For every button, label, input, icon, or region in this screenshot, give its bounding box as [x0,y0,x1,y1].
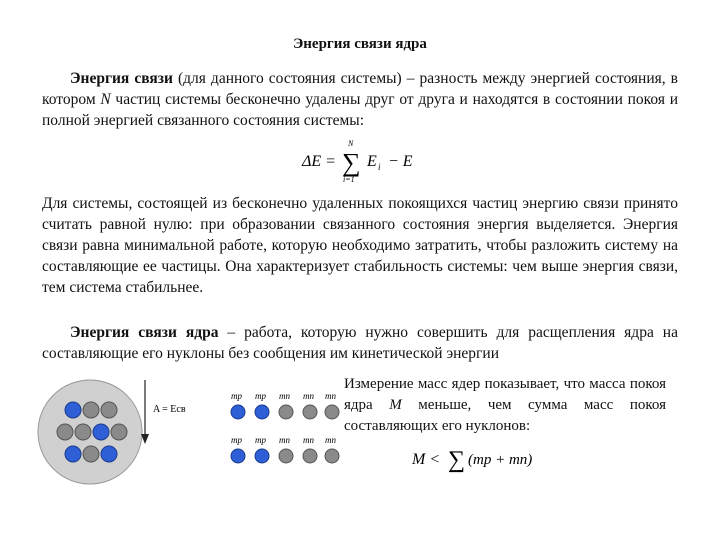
nuclear-definition-text: – работа, которую нужно совершить для расщепления ядра на составляющие его нуклоны без сообщения им кинетической энергии [42,324,678,362]
formula1-lhs: ΔE = [302,153,336,170]
split-arrow-head [141,434,149,444]
free-proton [231,405,245,419]
explanation-paragraph: Для системы, состоящей из бесконечно удаленных покоящихся частиц энергию связи принято считать равной нулю: при образовании связанного состояния энергия выделяется. Энергия связи равна минимальной работе, которую необходимо затратить, чтобы разложить систему на составляющие ее частицы. Она характеризует стабильность системы: чем выше энергия связи, тем система стабильнее. [42,195,678,296]
nucleus-neutron [75,424,91,440]
label-mn: mn [279,435,290,445]
formula1-term: E [367,153,377,170]
formula1-sigma: ∑ [342,148,361,177]
free-neutron [303,449,317,463]
label-mn: mn [279,391,290,401]
free-neutron [303,405,317,419]
nucleus-neutron [57,424,73,440]
label-mn: mn [303,435,314,445]
free-proton [255,405,269,419]
formula1-sum-upper: N [348,139,354,148]
nucleus-proton [65,446,81,462]
free-neutron [325,405,339,419]
nucleus-proton [101,446,117,462]
free-neutron [279,449,293,463]
label-mp: mp [255,391,266,401]
mass-defect-formula [410,440,560,474]
free-proton [255,449,269,463]
free-nucleons-row-1 [231,391,339,419]
formula1-minus-E: − E [388,153,413,170]
label-mp: mp [231,391,242,401]
definition-text-1: (для данного состояния системы) – разность между энергией состояния, в котором [42,70,679,108]
nucleus-neutron [111,424,127,440]
formula2-sigma: ∑ [448,447,466,473]
symbol-N: N [100,91,111,108]
mass-text-1: Измерение масс ядер показывает, что масса покоя ядра [344,376,666,413]
label-mn: mn [303,391,314,401]
nucleus-proton [93,424,109,440]
mass-defect-paragraph [344,374,666,437]
free-neutron [325,449,339,463]
label-mp: mp [255,435,266,445]
label-mn: mn [325,435,336,445]
arrow-label: A = Eсв [153,404,186,415]
symbol-M: M [389,397,402,413]
mass-text-2: меньше, чем сумма масс покоя составляющих его нуклонов: [344,397,666,434]
definition-paragraph [42,68,678,131]
nuclear-definition-paragraph [42,322,678,364]
definition-text-2: частиц системы бесконечно удалены друг от друга и находятся в состоянии покоя и полной энергией связанного состояния системы: [42,91,679,129]
nucleus-neutron [83,402,99,418]
free-nucleons-row-2 [231,435,339,463]
formula1-sum-lower: i=1 [343,175,355,184]
page-title: Энергия связи ядра [293,36,427,52]
binding-energy-formula [300,134,430,184]
label-mn: mn [325,391,336,401]
term-binding-energy: Энергия связи [70,70,173,87]
formula2-lhs: M < [412,451,441,468]
label-mp: mp [231,435,242,445]
formula2-body: (mp + mn) [468,452,533,468]
free-neutron [279,405,293,419]
nucleus-neutron [83,446,99,462]
free-proton [231,449,245,463]
formula1-term-sub: i [378,162,381,172]
nucleus-neutron [101,402,117,418]
nucleus-proton [65,402,81,418]
term-nuclear-binding-energy: Энергия связи ядра [70,324,219,341]
nucleus-splitting-diagram [35,372,345,532]
